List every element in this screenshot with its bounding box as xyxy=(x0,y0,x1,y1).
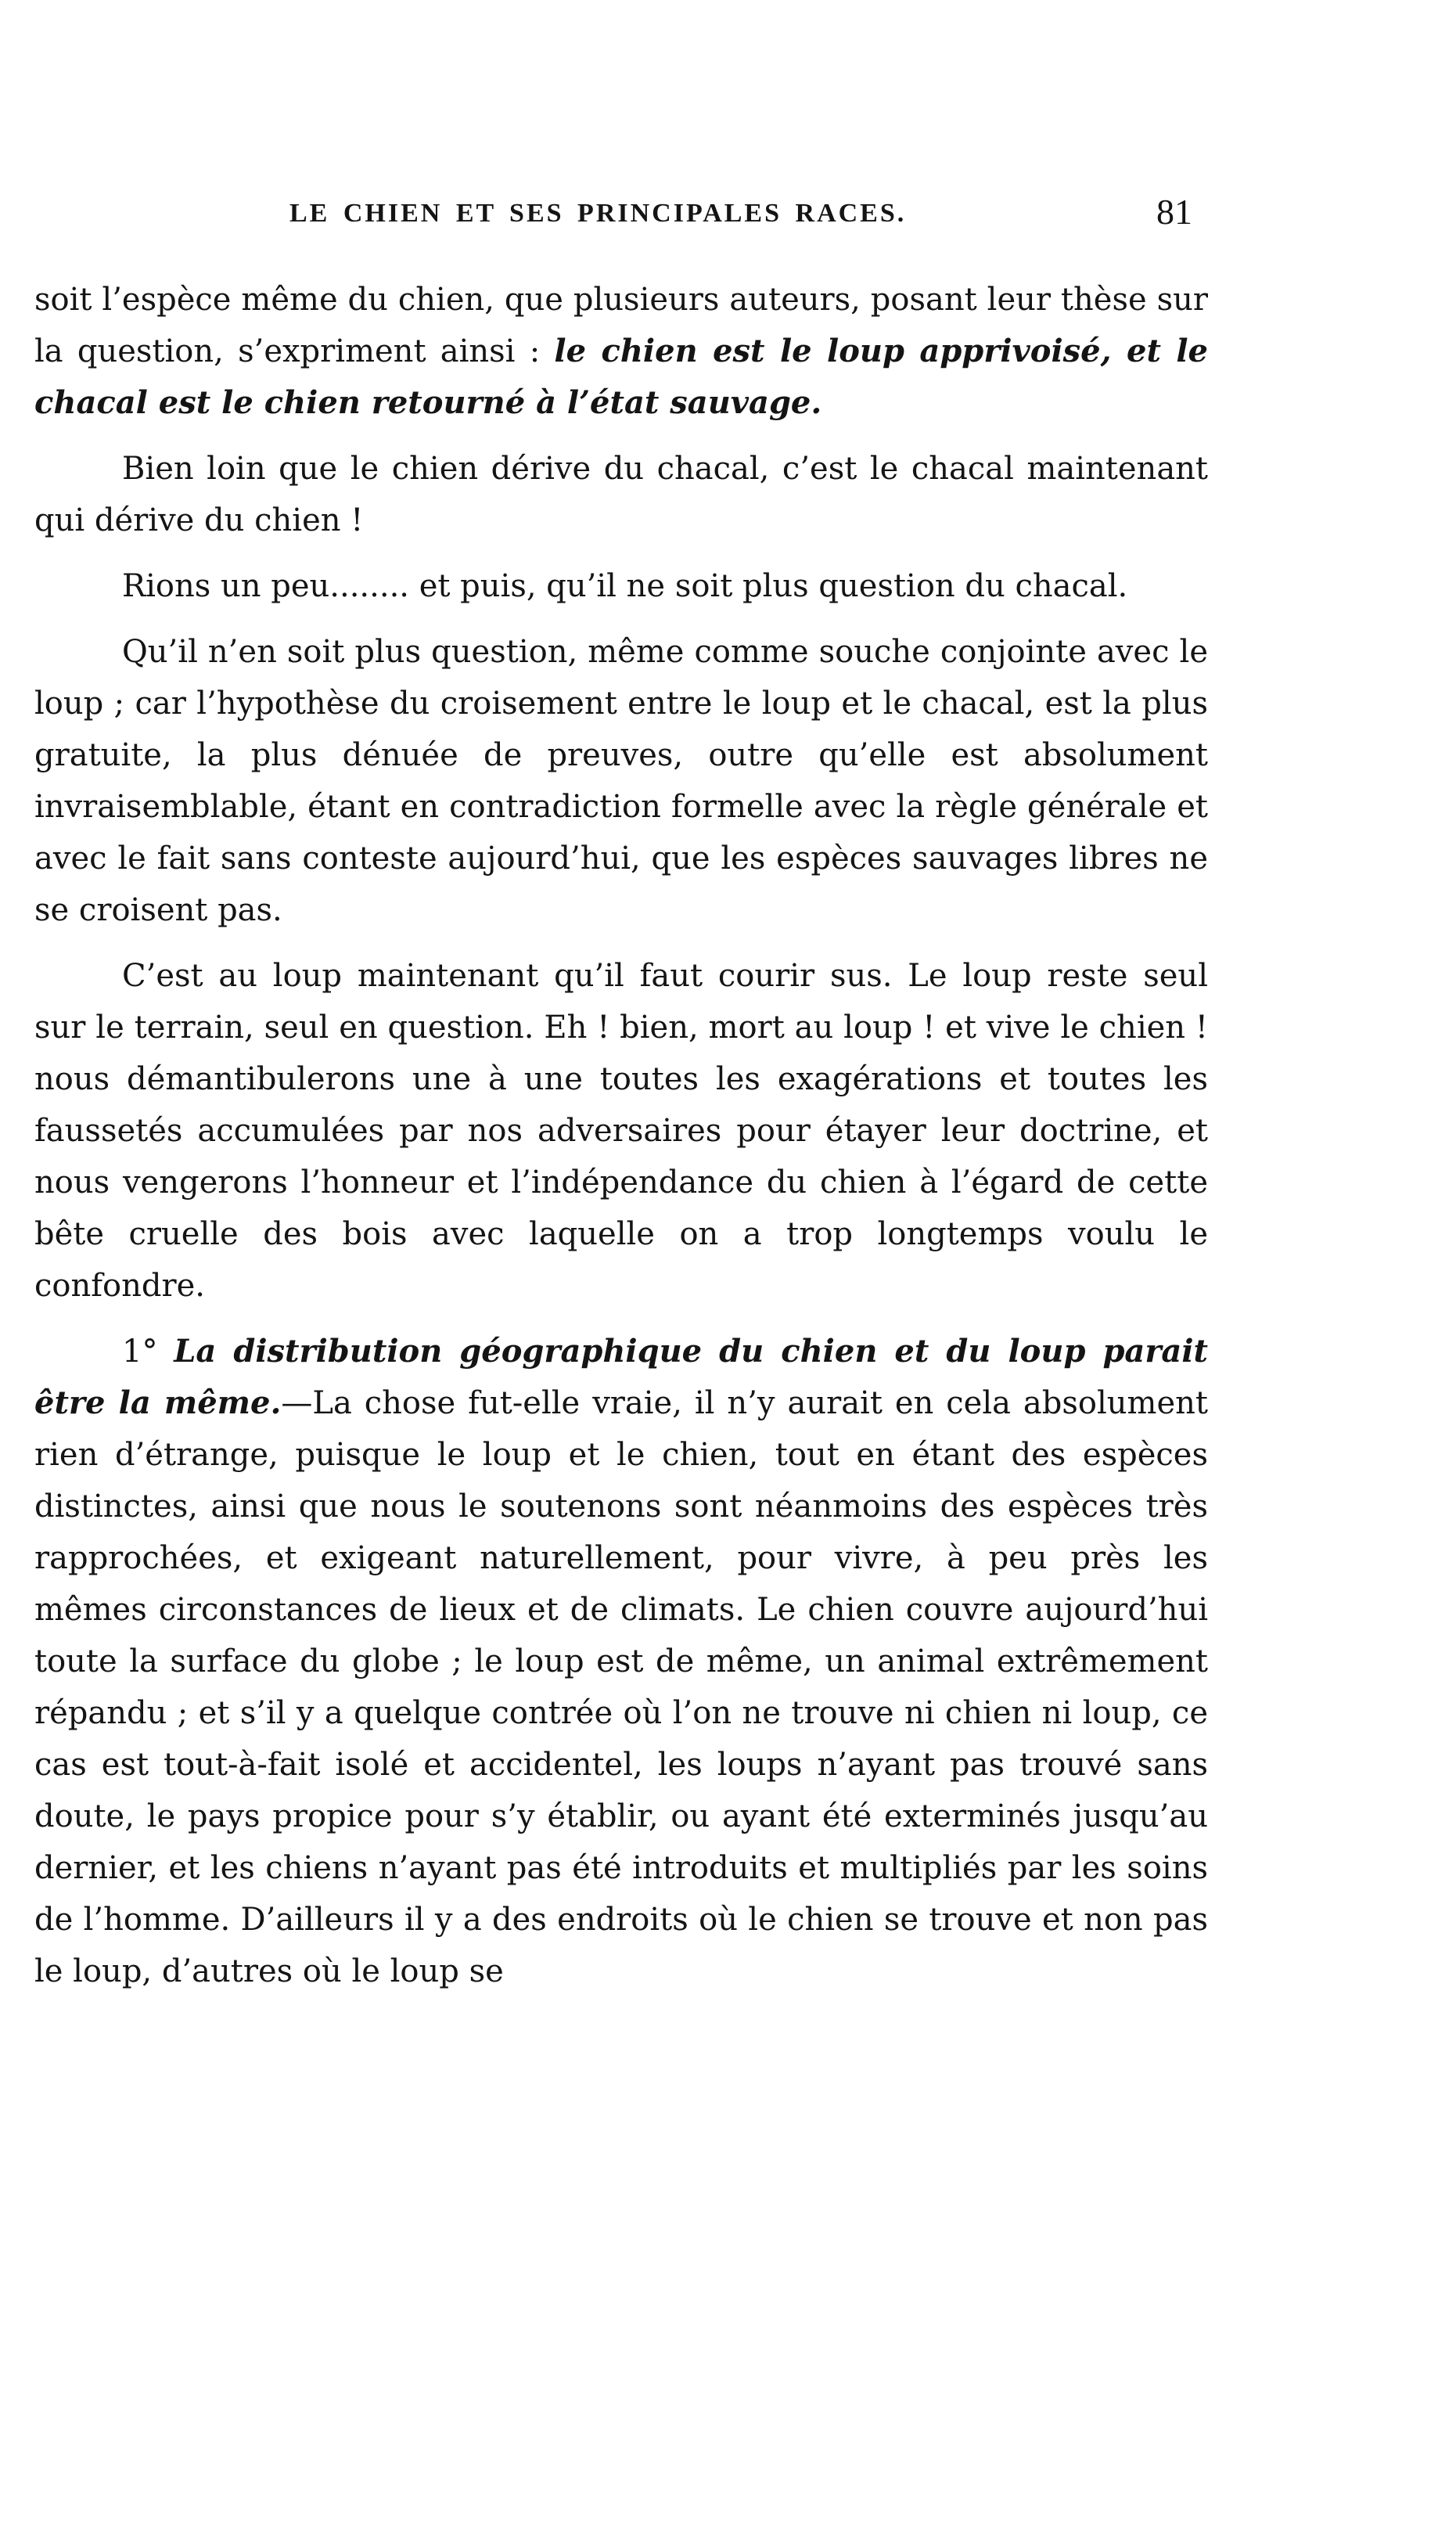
section-number: 1° xyxy=(122,1334,174,1370)
page-header xyxy=(34,178,1192,249)
paragraph-3: Rions un peu........ et puis, qu’il ne soit plus question du chacal. xyxy=(122,568,1128,604)
paragraph-6 xyxy=(34,1326,1208,1997)
paragraph-4: Qu’il n’en soit plus question, même comme souche conjointe avec le loup ; car l’hypothèse du croisement entre le loup et le chacal, est la plus gratuite, la plus dénuée de preuves, outre qu’elle est absolument invraisemblable, étant en contradiction formelle avec la règle générale et avec le fait sans conteste aujourd’hui, que les espèces sauvages libres ne se croisent pas. xyxy=(34,634,1208,928)
running-head: LE CHIEN ET SES PRINCIPALES RACES. xyxy=(289,199,907,228)
paragraph-2: Bien loin que le chien dérive du chacal, c’est le chacal maintenant qui dérive du chien ! xyxy=(34,451,1208,538)
section-dash: — xyxy=(281,1385,313,1421)
paragraph-1 xyxy=(34,274,1208,429)
paragraph-1-quote: le chien est le loup apprivoisé, et le chacal est le chien retourné à l’état sauvage. xyxy=(34,333,1208,421)
paragraph-1-lead: soit l’espèce même du chien, que plusieurs auteurs, posant leur thèse sur la question, s’expriment ainsi : xyxy=(34,282,1208,369)
paragraph-6-text: La chose fut-elle vraie, il n’y aurait en cela absolument rien d’étrange, puisque le loup et le chien, tout en étant des espèces distinctes, ainsi que nous le soutenons sont néanmoins des espèces très rapprochées, et exigeant naturellement, pour vivre, à peu près les mêmes circonstances de lieux et de climats. Le chien couvre aujourd’hui toute la surface du globe ; le loup est de même, un animal extrêmement répandu ; et s’il y a quelque contrée où l’on ne trouve ni chien ni loup, ce cas est tout-à-fait isolé et accidentel, les loups n’ayant pas trouvé sans doute, le pays propice pour s’y établir, ou ayant été exterminés jusqu’au dernier, et les chiens n’ayant pas été introduits et multipliés par les soins de l’homme. D’ailleurs il y a des endroits où le chien se trouve et non pas le loup, d’autres où le loup se xyxy=(34,1385,1208,1989)
section-heading: La distribution géographique du chien et du loup parait être la même. xyxy=(34,1333,1208,1421)
page-number: 81 xyxy=(1156,192,1192,232)
body-text xyxy=(34,274,1208,2011)
paragraph-5: C’est au loup maintenant qu’il faut courir sus. Le loup reste seul sur le terrain, seul en question. Eh ! bien, mort au loup ! et vive le chien ! nous démantibulerons une à une toutes les exagérations et toutes les faussetés accumulées par nos adversaires pour étayer leur doctrine, et nous vengerons l’honneur et l’indépendance du chien à l’égard de cette bête cruelle des bois avec laquelle on a trop longtemps voulu le confondre. xyxy=(34,958,1208,1304)
